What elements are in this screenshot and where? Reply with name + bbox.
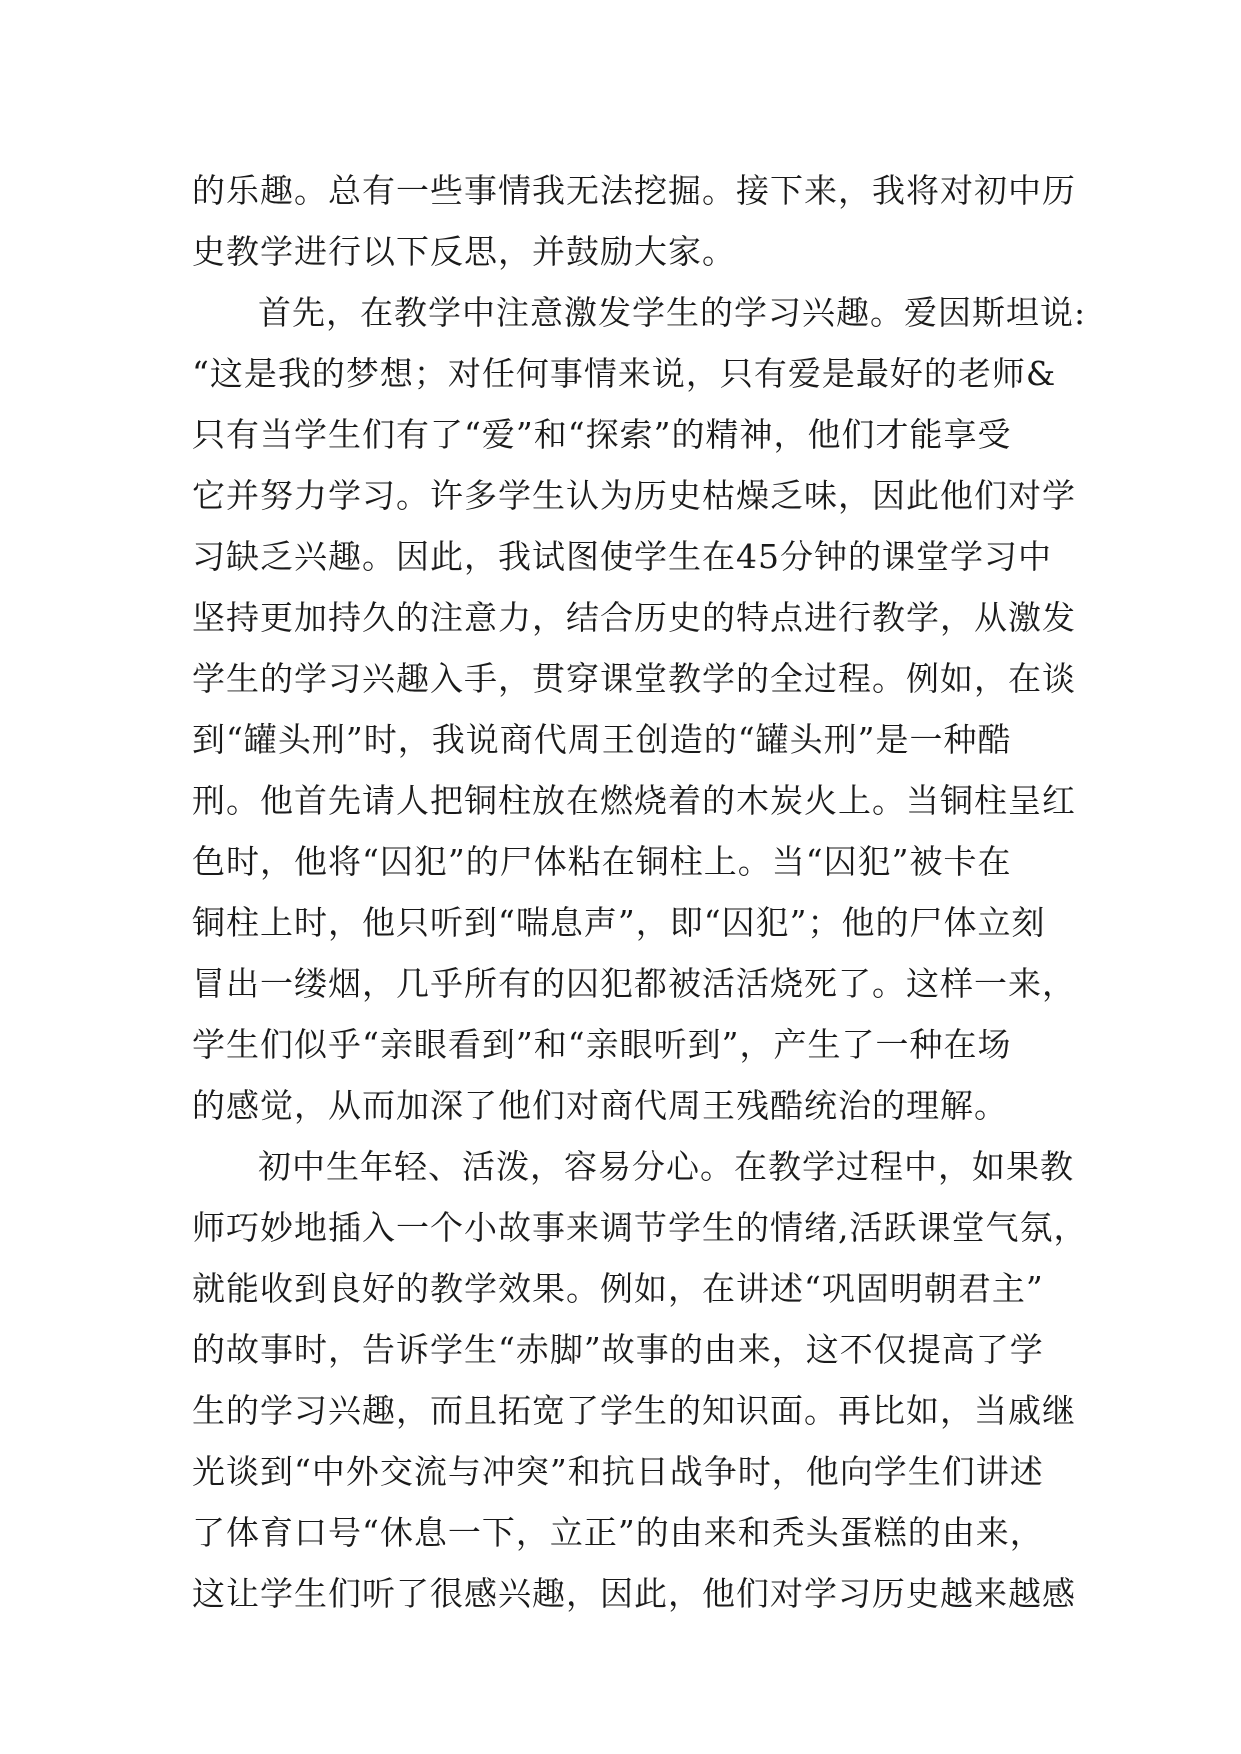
text-line: 的乐趣。总有一些事情我无法挖掘。接下来，我将对初中历 — [192, 171, 1076, 210]
text-line: 师巧妙地插入一个小故事来调节学生的情绪,活跃课堂气氛， — [192, 1208, 1088, 1247]
text-line: 铜柱上时，他只听到“喘息声”，即“囚犯”；他的尸体立刻 — [192, 903, 1046, 942]
text-line: 它并努力学习。许多学生认为历史枯燥乏味，因此他们对学 — [192, 476, 1076, 515]
text-line: “这是我的梦想；对任何事情来说，只有爱是最好的老师& — [192, 354, 1057, 393]
text-line: 色时，他将“囚犯”的尸体粘在铜柱上。当“囚犯”被卡在 — [192, 842, 1012, 881]
text-line: 的感觉，从而加深了他们对商代周王残酷统治的理解。 — [192, 1086, 1008, 1125]
paragraph-start-line: 初中生年轻、活泼，容易分心。在教学过程中，如果教 — [258, 1147, 1074, 1186]
text-line: 冒出一缕烟，几乎所有的囚犯都被活活烧死了。这样一来， — [192, 964, 1076, 1003]
text-line: 就能收到良好的教学效果。例如，在讲述“巩固明朝君主” — [192, 1269, 1044, 1308]
paragraph-start-line: 首先，在教学中注意激发学生的学习兴趣。爱因斯坦说: — [258, 293, 1087, 332]
text-line: 光谈到“中外交流与冲突”和抗日战争时，他向学生们讲述 — [192, 1452, 1044, 1491]
text-line: 到“罐头刑”时，我说商代周王创造的“罐头刑”是一种酷 — [192, 720, 1012, 759]
text-line: 刑。他首先请人把铜柱放在燃烧着的木炭火上。当铜柱呈红 — [192, 781, 1076, 820]
text-line: 习缺乏兴趣。因此，我试图使学生在45分钟的课堂学习中 — [192, 537, 1052, 576]
text-line: 学生们似乎“亲眼看到”和“亲眼听到”，产生了一种在场 — [192, 1025, 1012, 1064]
text-line: 史教学进行以下反思，并鼓励大家。 — [192, 232, 736, 271]
text-line: 坚持更加持久的注意力，结合历史的特点进行教学，从激发 — [192, 598, 1076, 637]
text-line: 只有当学生们有了“爱”和“探索”的精神，他们才能享受 — [192, 415, 1012, 454]
text-line: 学生的学习兴趣入手，贯穿课堂教学的全过程。例如，在谈 — [192, 659, 1076, 698]
text-line: 了体育口号“休息一下，立正”的由来和秃头蛋糕的由来， — [192, 1513, 1044, 1552]
text-line: 生的学习兴趣，而且拓宽了学生的知识面。再比如，当戚继 — [192, 1391, 1076, 1430]
body-text — [192, 160, 1088, 1624]
text-line: 的故事时，告诉学生“赤脚”故事的由来，这不仅提高了学 — [192, 1330, 1044, 1369]
text-line: 这让学生们听了很感兴趣，因此，他们对学习历史越来越感 — [192, 1574, 1076, 1613]
